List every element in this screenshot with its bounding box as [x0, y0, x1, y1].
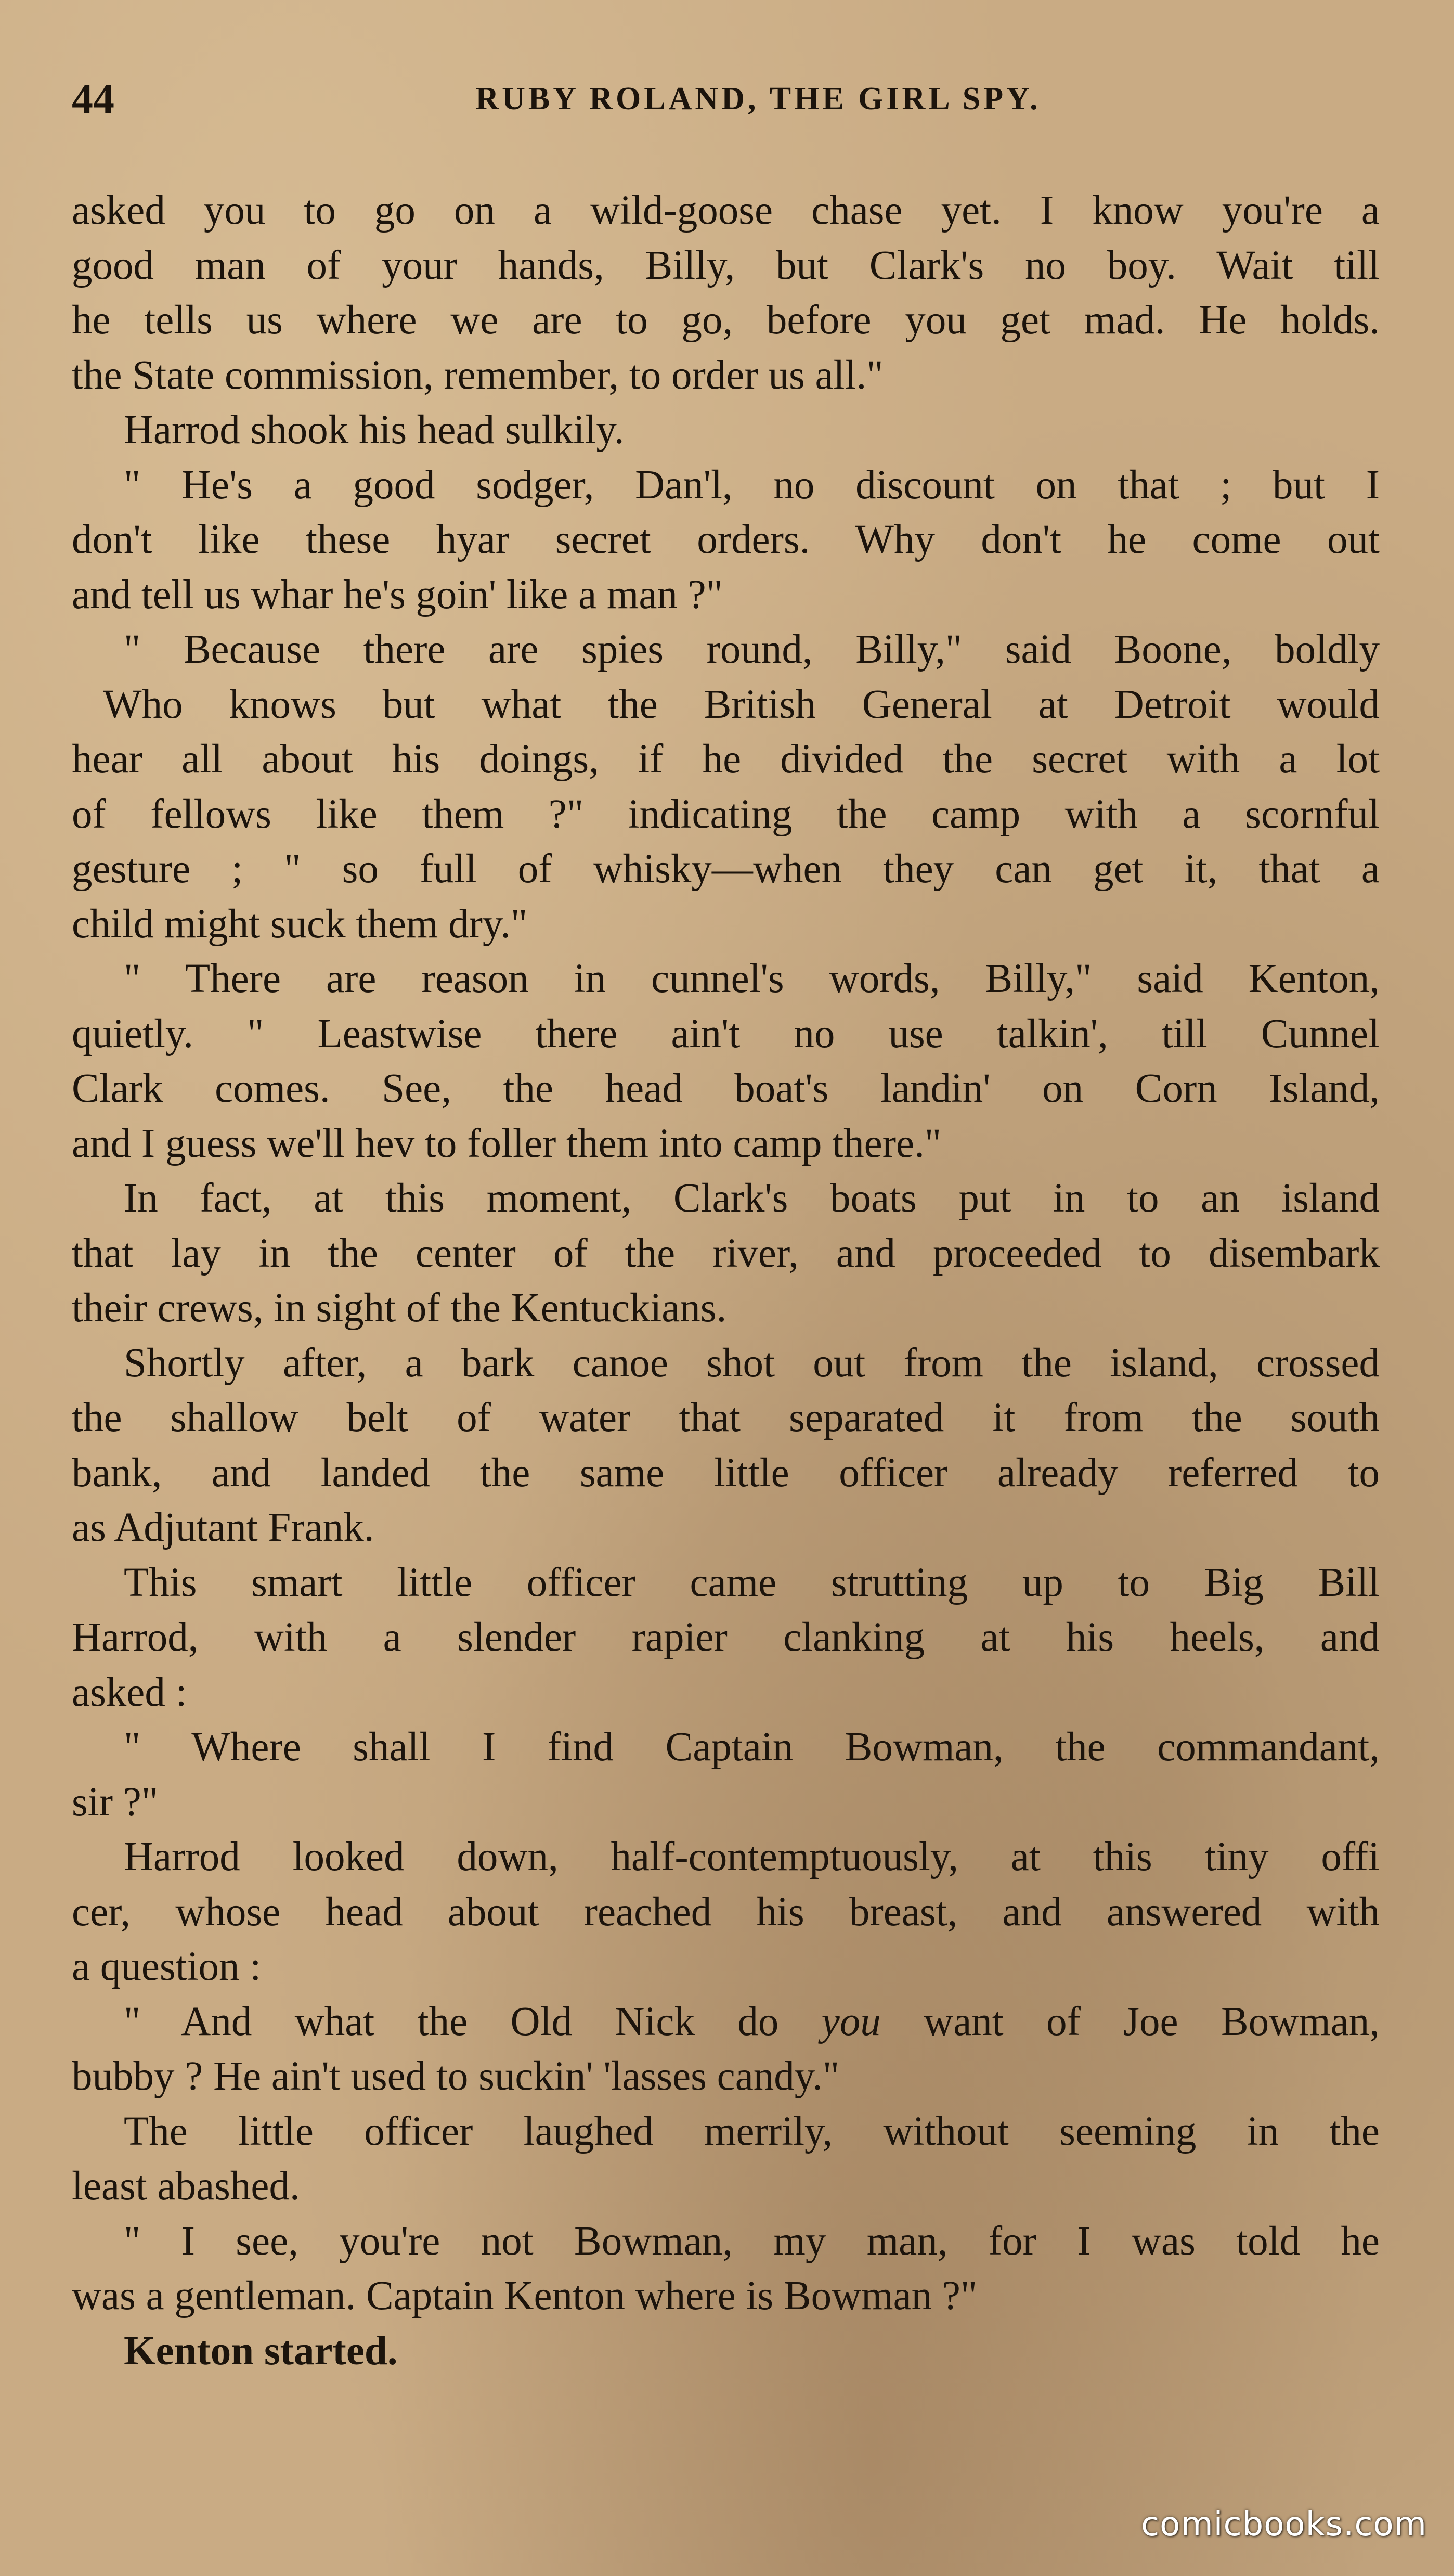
text-line: a question : [72, 1944, 262, 1989]
text-line: he tells us where we are to go, before you get mad. He holds. [72, 298, 1380, 343]
text-line: of fellows like them ?" indicating the camp with a scornful [72, 791, 1380, 837]
text-line: sir ?" [72, 1779, 159, 1825]
text-line: hear all about his doings, if he divided the secret with a lot [72, 737, 1380, 782]
text-line: cer, whose head about reached his breast, and answered with [72, 1889, 1380, 1935]
emphasis: you [821, 1999, 881, 2044]
running-title: RUBY ROLAND, THE GIRL SPY. [475, 81, 1041, 117]
text-line: the State commission, remember, to order us all." [72, 352, 884, 398]
text-line: Who knows but what the British General at Detroit would [103, 681, 1380, 727]
text-line: " There are reason in cunnel's words, Billy," said Kenton, [124, 956, 1380, 1001]
text-line: In fact, at this moment, Clark's boats put in to an island [124, 1176, 1380, 1221]
text-line: Clark comes. See, the head boat's landin' on Corn Island, [72, 1066, 1380, 1111]
text-line: Harrod looked down, half-contemptuously, at this tiny offi [124, 1834, 1380, 1879]
text-line: " Where shall I find Captain Bowman, the commandant, [124, 1724, 1380, 1770]
text-line: don't like these hyar secret orders. Why don't he come out [72, 517, 1380, 562]
text-line: Shortly after, a bark canoe shot out from the island, crossed [124, 1340, 1380, 1386]
text-line: and tell us whar he's goin' like a man ?" [72, 572, 723, 617]
text-line: the shallow belt of water that separated it from the south [72, 1395, 1380, 1440]
text-line: Harrod shook his head sulkily. [124, 407, 625, 453]
text-line: " He's a good sodger, Dan'l, no discount on that ; but I [124, 462, 1380, 508]
text-line: that lay in the center of the river, and proceeded to disembark [72, 1230, 1380, 1276]
page-number: 44 [72, 75, 114, 122]
text-line: good man of your hands, Billy, but Clark's no boy. Wait till [72, 242, 1380, 288]
text-line: asked : [72, 1669, 187, 1715]
text-line: was a gentleman. Captain Kenton where is Bowman ?" [72, 2273, 978, 2319]
text-line: as Adjutant Frank. [72, 1505, 374, 1550]
text-line: least abashed. [72, 2163, 300, 2209]
text-line: child might suck them dry." [72, 901, 528, 947]
text-line: " Because there are spies round, Billy," said Boone, boldly [124, 627, 1380, 672]
body-text [72, 183, 1380, 2420]
page-header [72, 68, 1387, 130]
text-line: " I see, you're not Bowman, my man, for I was told he [124, 2218, 1380, 2264]
text-line: bank, and landed the same little officer already referred to [72, 1450, 1380, 1496]
text-line: The little officer laughed merrily, without seeming in the [124, 2108, 1380, 2154]
text-line: quietly. " Leastwise there ain't no use talkin', till Cunnel [72, 1011, 1380, 1057]
text-line: and I guess we'll hev to foller them into camp there." [72, 1120, 942, 1166]
text-line: This smart little officer came strutting up to Big Bill [124, 1560, 1380, 1605]
text-line: gesture ; " so full of whisky—when they can get it, that a [72, 846, 1380, 892]
text-line: their crews, in sight of the Kentuckians. [72, 1285, 727, 1331]
text-line: bubby ? He ain't used to suckin' 'lasses candy." [72, 2054, 840, 2099]
text-line: Kenton started. [124, 2328, 398, 2374]
text-line: asked you to go on a wild-goose chase yet. I know you're a [72, 188, 1380, 233]
text-line: " And what the Old Nick do you want of Joe Bowman, [124, 1999, 1380, 2044]
text-line: Harrod, with a slender rapier clanking at his heels, and [72, 1615, 1380, 1660]
watermark: comicbooks.com [1140, 2505, 1427, 2544]
